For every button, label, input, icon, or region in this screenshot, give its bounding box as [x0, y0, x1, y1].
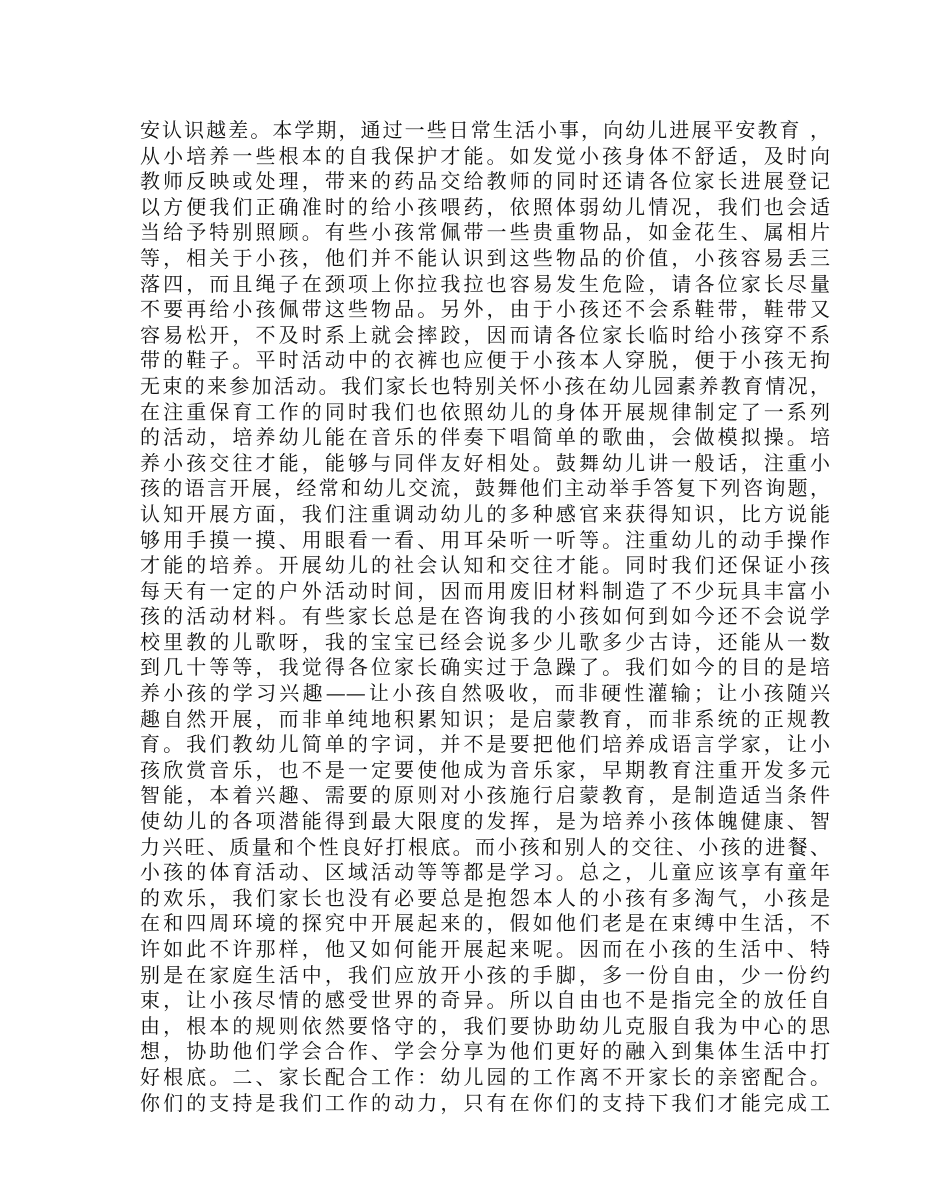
text-line: 束，让小孩尽情的感受世界的奇异。所以自由也不是指完全的放任自 [140, 988, 830, 1013]
body-text [140, 118, 830, 1116]
text-line: 在和四周环境的探究中开展起来的，假如他们老是在束缚中生活，不 [140, 911, 830, 936]
text-line: 育。我们教幼儿简单的字词，并不是要把他们培养成语言学家，让小 [140, 732, 830, 757]
text-line: 别是在家庭生活中，我们应放开小孩的手脚，多一份自由，少一份约 [140, 962, 830, 987]
text-line: 趣自然开展，而非单纯地积累知识；是启蒙教育，而非系统的正规教 [140, 706, 830, 731]
text-line: 好根底。二、家长配合工作：幼儿园的工作离不开家长的亲密配合。 [140, 1064, 830, 1089]
text-line: 你们的支持是我们工作的动力，只有在你们的支持下我们才能完成工 [140, 1090, 830, 1115]
text-line: 以方便我们正确准时的给小孩喂药，依照体弱幼儿情况，我们也会适 [140, 194, 830, 219]
text-line: 校里教的儿歌呀，我的宝宝已经会说多少儿歌多少古诗，还能从一数 [140, 629, 830, 654]
text-line: 养小孩的学习兴趣——让小孩自然吸收，而非硬性灌输；让小孩随兴 [140, 681, 830, 706]
text-line: 智能，本着兴趣、需要的原则对小孩施行启蒙教育，是制造适当条件 [140, 783, 830, 808]
text-line: 落四，而且绳子在颈项上你拉我拉也容易发生危险，请各位家长尽量 [140, 271, 830, 296]
text-line: 想，协助他们学会合作、学会分享为他们更好的融入到集体生活中打 [140, 1039, 830, 1064]
text-line: 容易松开，不及时系上就会摔跤，因而请各位家长临时给小孩穿不系 [140, 322, 830, 347]
text-line: 力兴旺、质量和个性良好打根底。而小孩和别人的交往、小孩的进餐、 [140, 834, 830, 859]
text-line: 从小培养一些根本的自我保护才能。如发觉小孩身体不舒适，及时向 [140, 143, 830, 168]
text-line: 不要再给小孩佩带这些物品。另外，由于小孩还不会系鞋带，鞋带又 [140, 297, 830, 322]
text-line: 在注重保育工作的同时我们也依照幼儿的身体开展规律制定了一系列 [140, 399, 830, 424]
text-line: 当给予特别照顾。有些小孩常佩带一些贵重物品，如金花生、属相片 [140, 220, 830, 245]
text-line: 孩的活动材料。有些家长总是在咨询我的小孩如何到如今还不会说学 [140, 604, 830, 629]
text-line: 孩的语言开展，经常和幼儿交流，鼓舞他们主动举手答复下列咨询题， [140, 476, 830, 501]
text-line: 无束的来参加活动。我们家长也特别关怀小孩在幼儿园素养教育情况， [140, 373, 830, 398]
text-line: 等，相关于小孩，他们并不能认识到这些物品的价值，小孩容易丢三 [140, 245, 830, 270]
text-line: 每天有一定的户外活动时间，因而用废旧材料制造了不少玩具丰富小 [140, 578, 830, 603]
text-line: 孩欣赏音乐，也不是一定要使他成为音乐家，早期教育注重开发多元 [140, 757, 830, 782]
text-line: 许如此不许那样，他又如何能开展起来呢。因而在小孩的生活中、特 [140, 937, 830, 961]
text-line: 的欢乐，我们家长也没有必要总是抱怨本人的小孩有多淘气，小孩是 [140, 885, 830, 910]
text-line: 由，根本的规则依然要恪守的，我们要协助幼儿克服自我为中心的思 [140, 1013, 830, 1038]
text-line: 认知开展方面，我们注重调动幼儿的多种感官来获得知识，比方说能 [140, 501, 830, 526]
text-line: 小孩的体育活动、区域活动等等都是学习。总之，儿童应该享有童年 [140, 860, 830, 885]
text-line: 养小孩交往才能，能够与同伴友好相处。鼓舞幼儿讲一般话，注重小 [140, 450, 830, 475]
text-line: 带的鞋子。平时活动中的衣裤也应便于小孩本人穿脱，便于小孩无拘 [140, 348, 830, 373]
text-line: 使幼儿的各项潜能得到最大限度的发挥，是为培养小孩体魄健康、智 [140, 809, 830, 834]
text-line: 才能的培养。开展幼儿的社会认知和交往才能。同时我们还保证小孩 [140, 553, 830, 578]
text-line: 教师反映或处理，带来的药品交给教师的同时还请各位家长进展登记 [140, 169, 830, 194]
text-line: 的活动，培养幼儿能在音乐的伴奏下唱简单的歌曲，会做模拟操。培 [140, 425, 830, 450]
text-line: 到几十等等，我觉得各位家长确实过于急躁了。我们如今的目的是培 [140, 655, 830, 680]
text-line: 安认识越差。本学期，通过一些日常生活小事，向幼儿进展平安教育 ， [140, 118, 830, 142]
text-line: 够用手摸一摸、用眼看一看、用耳朵听一听等。注重幼儿的动手操作 [140, 527, 830, 552]
